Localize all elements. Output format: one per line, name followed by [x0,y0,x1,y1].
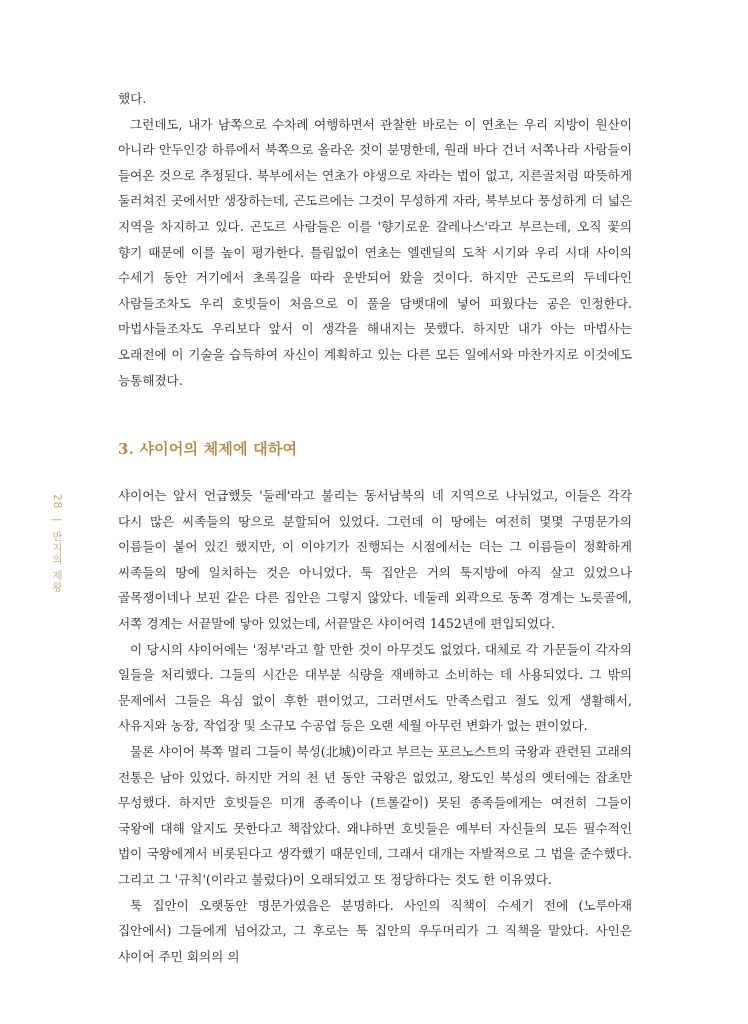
page-folio [50,494,65,592]
section-body-text [118,483,632,969]
running-book-title: 반지의 제왕 [51,530,63,593]
body-text-continued [118,86,632,393]
paragraph: 그런데도, 내가 남쪽으로 수차례 여행하면서 관찰한 바로는 이 연초는 우리 지방이 원산이 아니라 안두인강 하류에서 북쪽으로 올라온 것이 분명한데, 원래 바다 건너 서쪽나라 사람들이 들여온 것으로 추정된다. 북부에서는 연초가 야생으로 자라는 법이 없고, 지른골처럼 따뜻하게 둘러쳐진 곳에서만 생장하는데, 곤도르에는 그것이 무성하게 자라, 북부보다 풍성하게 더 넓은 지역을 차지하고 있다. 곤도르 사람들은 이를 '향기로운 갈레나스'라고 부르는데, 오직 꽃의 향기 때문에 이를 높이 평가한다. 틀림없이 연초는 엘렌딜의 도착 시기와 우리 시대 사이의 수세기 동안 거기에서 초록길을 따라 운반되어 왔을 것이다. 하지만 곤도르의 두네다인 사람들조차도 우리 호빗들이 처음으로 이 풀을 담뱃대에 넣어 피웠다는 공은 인정한다. 마법사들조차도 우리보다 앞서 이 생각을 해내지는 못했다. 하지만 내가 아는 마법사는 오래전에 이 기술을 습득하여 자신이 계획하고 있는 다른 모든 일에서와 마찬가지로 이것에도 능통해졌다. [118,116,632,388]
paragraph: 물론 샤이어 북쪽 멀리 그들이 북성(北城)이라고 부르는 포르노스트의 국왕과 관련된 고래의 전통은 남아 있었다. 하지만 거의 천 년 동안 국왕은 없었고, 왕도인 북성의 옛터에는 잡초만 무성했다. 하지만 호빗들은 미개 종족이나 (트롤같이) 못된 종족들에게는 여전히 그들이 국왕에 대해 알지도 못한다고 책잡았다. 왜냐하면 호빗들은 예부터 자신들의 모든 필수적인 법이 국왕에게서 비롯된다고 생각했기 때문인데, 그래서 대개는 자발적으로 그 법을 준수했다. 그리고 그 '규칙'(이라고 불렀다)이 오래되었고 또 정당하다는 것도 한 이유였다. [118,743,632,887]
section-heading: 3. 샤이어의 체제에 대하여 [118,440,298,458]
page-number: 28 [51,494,63,510]
folio-separator: | [51,517,63,523]
paragraph: 툭 집안이 오랫동안 명문가였음은 분명하다. 사인의 직책이 수세기 전에 (노루아재 집안에서) 그들에게 넘어갔고, 그 후로는 툭 집안의 우두머리가 그 직책을 맡았다. 사인은 샤이어 주민 회의의 의 [118,897,632,964]
paragraph-continuation: 했다. [118,91,147,106]
paragraph: 이 당시의 샤이어에는 '정부'라고 할 만한 것이 아무것도 없었다. 대체로 각 가문들이 각자의 일들을 처리했다. 그들의 시간은 대부분 식량을 재배하고 소비하는 데 사용되었다. 그 밖의 문제에서 그들은 욕심 없이 후한 편이었고, 그러면서도 만족스럽고 절도 있게 생활해서, 사유지와 농장, 작업장 및 소규모 수공업 등은 오랜 세월 아무런 변화가 없는 편이었다. [118,641,632,734]
paragraph: 샤이어는 앞서 언급했듯 '둘레'라고 불리는 동서남북의 네 지역으로 나뉘었고, 이들은 각각 다시 많은 씨족들의 땅으로 분할되어 있었다. 그런데 이 땅에는 여전히 몇몇 구명문가의 이름들이 붙어 있긴 했지만, 이 이야기가 진행되는 시점에서는 더는 그 이름들이 정확하게 씨족들의 땅에 일치하는 것은 아니었다. 툭 집안은 거의 툭지방에 아직 살고 있었으나 골목쟁이네나 보핀 같은 다른 집안은 그렇지 않았다. 네둘레 외곽으로 동쪽 경계는 노릇골에, 서쪽 경계는 서끝말에 닿아 있었는데, 서끝말은 샤이어력 1452년에 편입되었다. [118,488,632,631]
